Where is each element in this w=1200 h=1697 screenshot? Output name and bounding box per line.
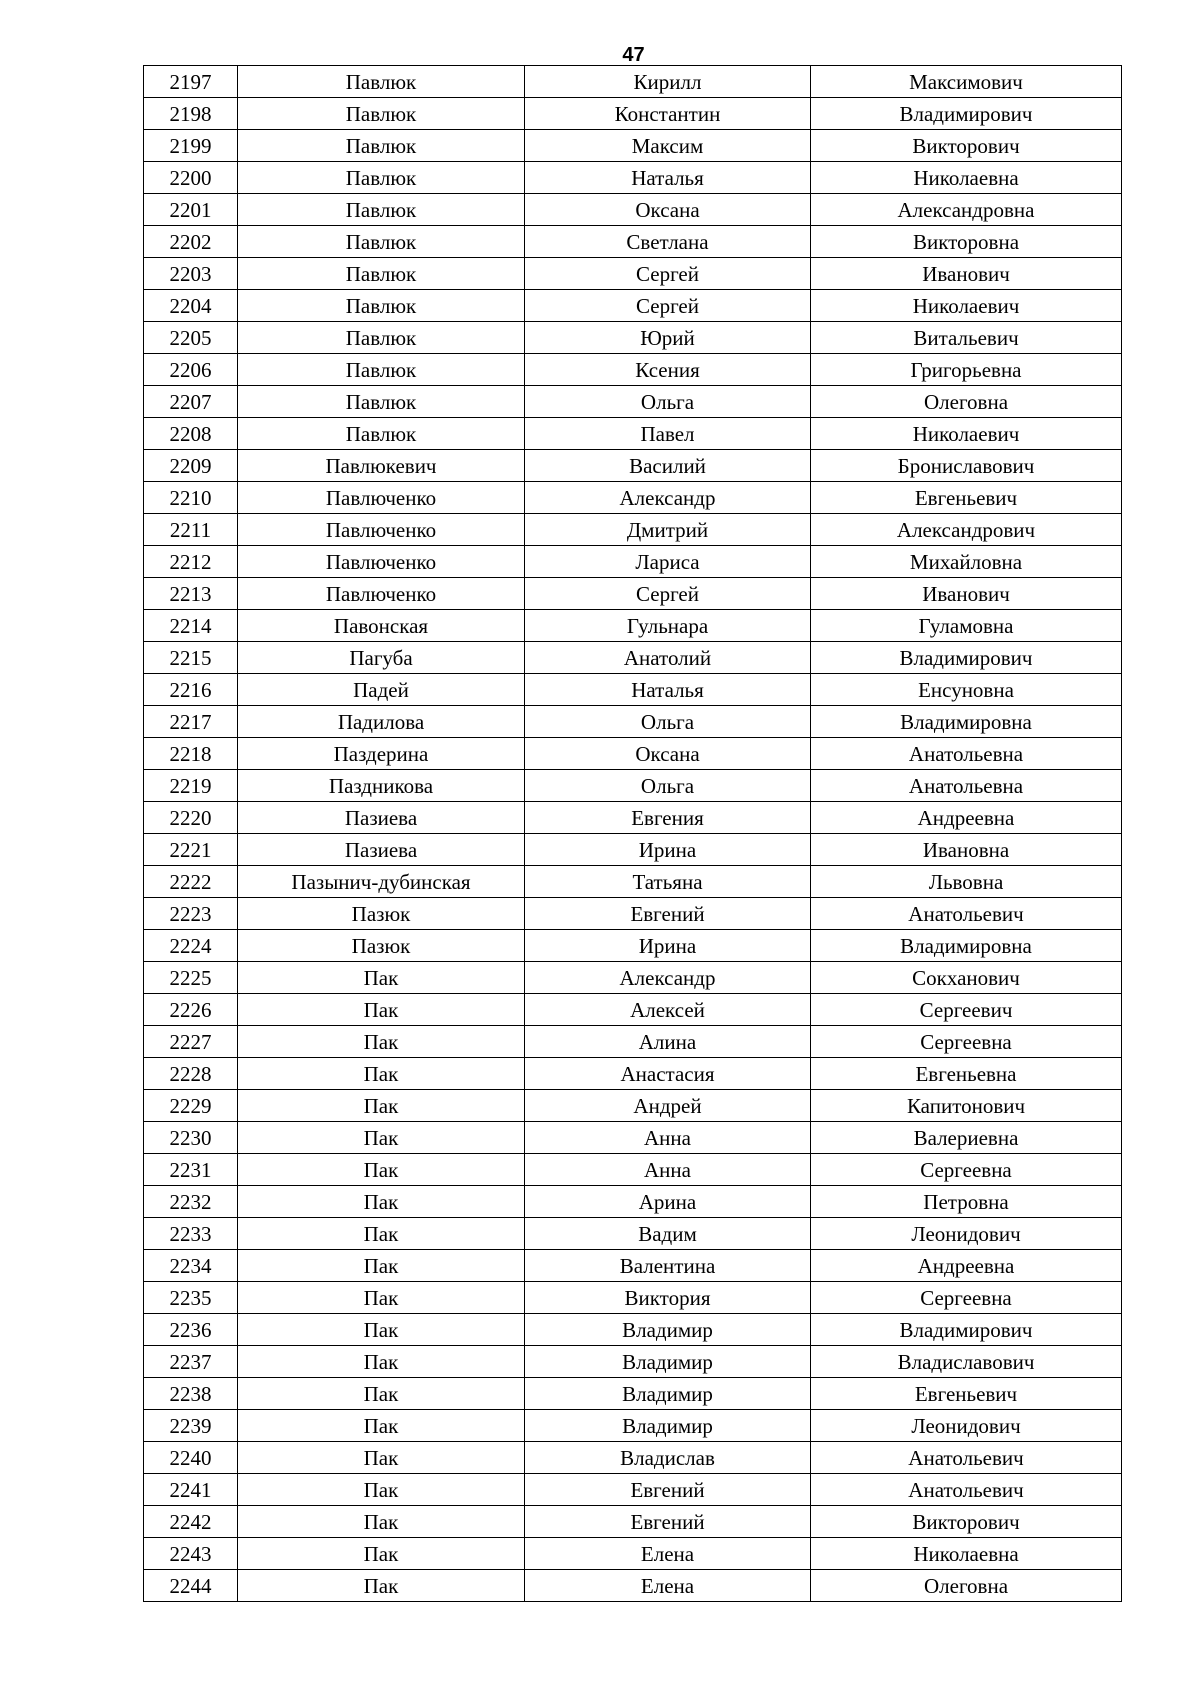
row-number-cell: 2231	[144, 1154, 238, 1186]
row-number-cell: 2234	[144, 1250, 238, 1282]
last-name-cell: Падей	[238, 674, 525, 706]
row-number-cell: 2201	[144, 194, 238, 226]
last-name-cell: Павлюк	[238, 226, 525, 258]
row-number-cell: 2219	[144, 770, 238, 802]
last-name-cell: Павлюченко	[238, 514, 525, 546]
table-row	[144, 834, 1122, 866]
row-number-cell: 2238	[144, 1378, 238, 1410]
row-number-cell: 2217	[144, 706, 238, 738]
table-row	[144, 450, 1122, 482]
last-name-cell: Пак	[238, 1218, 525, 1250]
first-name-cell: Павел	[525, 418, 811, 450]
first-name-cell: Виктория	[525, 1282, 811, 1314]
last-name-cell: Пак	[238, 1090, 525, 1122]
table-row	[144, 1442, 1122, 1474]
row-number-cell: 2207	[144, 386, 238, 418]
first-name-cell: Елена	[525, 1570, 811, 1602]
row-number-cell: 2241	[144, 1474, 238, 1506]
patronymic-cell: Викторовна	[811, 226, 1122, 258]
patronymic-cell: Андреевна	[811, 802, 1122, 834]
first-name-cell: Гульнара	[525, 610, 811, 642]
last-name-cell: Павлюченко	[238, 578, 525, 610]
last-name-cell: Пак	[238, 1154, 525, 1186]
last-name-cell: Паздникова	[238, 770, 525, 802]
row-number-cell: 2243	[144, 1538, 238, 1570]
name-list-table	[143, 65, 1122, 1602]
row-number-cell: 2204	[144, 290, 238, 322]
patronymic-cell: Львовна	[811, 866, 1122, 898]
table-row	[144, 386, 1122, 418]
table-row	[144, 130, 1122, 162]
last-name-cell: Пак	[238, 1410, 525, 1442]
patronymic-cell: Владиславович	[811, 1346, 1122, 1378]
patronymic-cell: Николаевич	[811, 290, 1122, 322]
table-row	[144, 738, 1122, 770]
row-number-cell: 2214	[144, 610, 238, 642]
name-list-body	[144, 66, 1122, 1602]
first-name-cell: Анастасия	[525, 1058, 811, 1090]
last-name-cell: Павлюк	[238, 258, 525, 290]
last-name-cell: Пак	[238, 1122, 525, 1154]
first-name-cell: Евгений	[525, 898, 811, 930]
last-name-cell: Пак	[238, 1506, 525, 1538]
table-row	[144, 770, 1122, 802]
table-row	[144, 162, 1122, 194]
patronymic-cell: Енсуновна	[811, 674, 1122, 706]
row-number-cell: 2220	[144, 802, 238, 834]
last-name-cell: Пак	[238, 1058, 525, 1090]
table-row	[144, 1122, 1122, 1154]
row-number-cell: 2197	[144, 66, 238, 98]
last-name-cell: Пак	[238, 994, 525, 1026]
row-number-cell: 2205	[144, 322, 238, 354]
last-name-cell: Павлюк	[238, 98, 525, 130]
patronymic-cell: Анатольевна	[811, 738, 1122, 770]
row-number-cell: 2216	[144, 674, 238, 706]
first-name-cell: Анна	[525, 1122, 811, 1154]
patronymic-cell: Александровна	[811, 194, 1122, 226]
patronymic-cell: Сергеевна	[811, 1154, 1122, 1186]
row-number-cell: 2206	[144, 354, 238, 386]
row-number-cell: 2229	[144, 1090, 238, 1122]
patronymic-cell: Сергеевна	[811, 1026, 1122, 1058]
table-row	[144, 706, 1122, 738]
table-row	[144, 930, 1122, 962]
patronymic-cell: Андреевна	[811, 1250, 1122, 1282]
patronymic-cell: Олеговна	[811, 1570, 1122, 1602]
table-row	[144, 1026, 1122, 1058]
row-number-cell: 2227	[144, 1026, 238, 1058]
last-name-cell: Пак	[238, 1474, 525, 1506]
last-name-cell: Пак	[238, 1026, 525, 1058]
patronymic-cell: Александрович	[811, 514, 1122, 546]
table-row	[144, 66, 1122, 98]
first-name-cell: Елена	[525, 1538, 811, 1570]
table-row	[144, 578, 1122, 610]
last-name-cell: Пазиева	[238, 834, 525, 866]
first-name-cell: Константин	[525, 98, 811, 130]
table-row	[144, 1218, 1122, 1250]
table-row	[144, 962, 1122, 994]
first-name-cell: Сергей	[525, 578, 811, 610]
patronymic-cell: Витальевич	[811, 322, 1122, 354]
patronymic-cell: Брониславович	[811, 450, 1122, 482]
table-row	[144, 98, 1122, 130]
first-name-cell: Ирина	[525, 834, 811, 866]
table-row	[144, 898, 1122, 930]
row-number-cell: 2230	[144, 1122, 238, 1154]
patronymic-cell: Владимирович	[811, 642, 1122, 674]
first-name-cell: Ксения	[525, 354, 811, 386]
first-name-cell: Евгения	[525, 802, 811, 834]
first-name-cell: Оксана	[525, 194, 811, 226]
row-number-cell: 2199	[144, 130, 238, 162]
first-name-cell: Андрей	[525, 1090, 811, 1122]
patronymic-cell: Сокханович	[811, 962, 1122, 994]
patronymic-cell: Викторович	[811, 130, 1122, 162]
first-name-cell: Максим	[525, 130, 811, 162]
first-name-cell: Татьяна	[525, 866, 811, 898]
patronymic-cell: Капитонович	[811, 1090, 1122, 1122]
table-row	[144, 1314, 1122, 1346]
first-name-cell: Дмитрий	[525, 514, 811, 546]
patronymic-cell: Григорьевна	[811, 354, 1122, 386]
patronymic-cell: Евгеньевич	[811, 482, 1122, 514]
patronymic-cell: Анатольевич	[811, 898, 1122, 930]
last-name-cell: Пазюк	[238, 930, 525, 962]
table-row	[144, 194, 1122, 226]
row-number-cell: 2225	[144, 962, 238, 994]
last-name-cell: Падилова	[238, 706, 525, 738]
last-name-cell: Павлюк	[238, 290, 525, 322]
patronymic-cell: Владимировна	[811, 930, 1122, 962]
patronymic-cell: Петровна	[811, 1186, 1122, 1218]
table-row	[144, 290, 1122, 322]
row-number-cell: 2203	[144, 258, 238, 290]
first-name-cell: Ольга	[525, 706, 811, 738]
row-number-cell: 2222	[144, 866, 238, 898]
first-name-cell: Кирилл	[525, 66, 811, 98]
patronymic-cell: Евгеньевна	[811, 1058, 1122, 1090]
patronymic-cell: Леонидович	[811, 1410, 1122, 1442]
last-name-cell: Павлюк	[238, 354, 525, 386]
row-number-cell: 2242	[144, 1506, 238, 1538]
table-row	[144, 1474, 1122, 1506]
first-name-cell: Валентина	[525, 1250, 811, 1282]
row-number-cell: 2211	[144, 514, 238, 546]
first-name-cell: Алина	[525, 1026, 811, 1058]
last-name-cell: Пазиева	[238, 802, 525, 834]
patronymic-cell: Анатольевна	[811, 770, 1122, 802]
last-name-cell: Пак	[238, 1538, 525, 1570]
row-number-cell: 2244	[144, 1570, 238, 1602]
first-name-cell: Александр	[525, 482, 811, 514]
last-name-cell: Павлюк	[238, 322, 525, 354]
patronymic-cell: Николаевич	[811, 418, 1122, 450]
patronymic-cell: Владимирович	[811, 1314, 1122, 1346]
last-name-cell: Пак	[238, 1282, 525, 1314]
table-row	[144, 418, 1122, 450]
table-row	[144, 642, 1122, 674]
last-name-cell: Павонская	[238, 610, 525, 642]
first-name-cell: Ирина	[525, 930, 811, 962]
row-number-cell: 2221	[144, 834, 238, 866]
first-name-cell: Евгений	[525, 1474, 811, 1506]
last-name-cell: Пак	[238, 1570, 525, 1602]
first-name-cell: Светлана	[525, 226, 811, 258]
row-number-cell: 2237	[144, 1346, 238, 1378]
first-name-cell: Владислав	[525, 1442, 811, 1474]
patronymic-cell: Владимирович	[811, 98, 1122, 130]
patronymic-cell: Ивановна	[811, 834, 1122, 866]
last-name-cell: Пак	[238, 1186, 525, 1218]
table-row	[144, 226, 1122, 258]
row-number-cell: 2215	[144, 642, 238, 674]
row-number-cell: 2218	[144, 738, 238, 770]
row-number-cell: 2236	[144, 1314, 238, 1346]
last-name-cell: Павлюченко	[238, 482, 525, 514]
first-name-cell: Владимир	[525, 1346, 811, 1378]
patronymic-cell: Максимович	[811, 66, 1122, 98]
first-name-cell: Анна	[525, 1154, 811, 1186]
last-name-cell: Пазюк	[238, 898, 525, 930]
last-name-cell: Павлюкевич	[238, 450, 525, 482]
row-number-cell: 2235	[144, 1282, 238, 1314]
row-number-cell: 2212	[144, 546, 238, 578]
first-name-cell: Анатолий	[525, 642, 811, 674]
last-name-cell: Павлюк	[238, 418, 525, 450]
table-row	[144, 1346, 1122, 1378]
first-name-cell: Вадим	[525, 1218, 811, 1250]
first-name-cell: Владимир	[525, 1314, 811, 1346]
first-name-cell: Владимир	[525, 1410, 811, 1442]
row-number-cell: 2228	[144, 1058, 238, 1090]
first-name-cell: Оксана	[525, 738, 811, 770]
table-row	[144, 994, 1122, 1026]
patronymic-cell: Николаевна	[811, 162, 1122, 194]
table-row	[144, 546, 1122, 578]
last-name-cell: Пак	[238, 1250, 525, 1282]
table-row	[144, 1186, 1122, 1218]
row-number-cell: 2223	[144, 898, 238, 930]
row-number-cell: 2209	[144, 450, 238, 482]
patronymic-cell: Валериевна	[811, 1122, 1122, 1154]
patronymic-cell: Михайловна	[811, 546, 1122, 578]
row-number-cell: 2200	[144, 162, 238, 194]
first-name-cell: Наталья	[525, 162, 811, 194]
patronymic-cell: Сергеевич	[811, 994, 1122, 1026]
last-name-cell: Павлюченко	[238, 546, 525, 578]
first-name-cell: Сергей	[525, 290, 811, 322]
last-name-cell: Пак	[238, 1346, 525, 1378]
row-number-cell: 2208	[144, 418, 238, 450]
first-name-cell: Ольга	[525, 386, 811, 418]
row-number-cell: 2202	[144, 226, 238, 258]
first-name-cell: Евгений	[525, 1506, 811, 1538]
row-number-cell: 2213	[144, 578, 238, 610]
last-name-cell: Пак	[238, 1442, 525, 1474]
table-row	[144, 802, 1122, 834]
patronymic-cell: Сергеевна	[811, 1282, 1122, 1314]
table-row	[144, 610, 1122, 642]
table-row	[144, 1058, 1122, 1090]
row-number-cell: 2226	[144, 994, 238, 1026]
row-number-cell: 2239	[144, 1410, 238, 1442]
first-name-cell: Юрий	[525, 322, 811, 354]
patronymic-cell: Иванович	[811, 258, 1122, 290]
table-row	[144, 866, 1122, 898]
table-row	[144, 322, 1122, 354]
first-name-cell: Василий	[525, 450, 811, 482]
table-row	[144, 1282, 1122, 1314]
patronymic-cell: Викторович	[811, 1506, 1122, 1538]
first-name-cell: Наталья	[525, 674, 811, 706]
last-name-cell: Павлюк	[238, 162, 525, 194]
first-name-cell: Алексей	[525, 994, 811, 1026]
row-number-cell: 2198	[144, 98, 238, 130]
last-name-cell: Паздерина	[238, 738, 525, 770]
last-name-cell: Павлюк	[238, 386, 525, 418]
table-row	[144, 482, 1122, 514]
patronymic-cell: Гуламовна	[811, 610, 1122, 642]
table-row	[144, 1506, 1122, 1538]
last-name-cell: Павлюк	[238, 66, 525, 98]
last-name-cell: Пак	[238, 1378, 525, 1410]
table-row	[144, 1538, 1122, 1570]
table-row	[144, 258, 1122, 290]
table-row	[144, 514, 1122, 546]
row-number-cell: 2224	[144, 930, 238, 962]
first-name-cell: Лариса	[525, 546, 811, 578]
first-name-cell: Александр	[525, 962, 811, 994]
table-row	[144, 1090, 1122, 1122]
first-name-cell: Владимир	[525, 1378, 811, 1410]
last-name-cell: Пак	[238, 1314, 525, 1346]
patronymic-cell: Владимировна	[811, 706, 1122, 738]
patronymic-cell: Олеговна	[811, 386, 1122, 418]
patronymic-cell: Анатольевич	[811, 1442, 1122, 1474]
last-name-cell: Пагуба	[238, 642, 525, 674]
first-name-cell: Сергей	[525, 258, 811, 290]
patronymic-cell: Иванович	[811, 578, 1122, 610]
patronymic-cell: Николаевна	[811, 1538, 1122, 1570]
row-number-cell: 2210	[144, 482, 238, 514]
last-name-cell: Павлюк	[238, 194, 525, 226]
last-name-cell: Пак	[238, 962, 525, 994]
first-name-cell: Арина	[525, 1186, 811, 1218]
table-row	[144, 1410, 1122, 1442]
row-number-cell: 2233	[144, 1218, 238, 1250]
table-row	[144, 1570, 1122, 1602]
table-row	[144, 1154, 1122, 1186]
first-name-cell: Ольга	[525, 770, 811, 802]
table-row	[144, 1250, 1122, 1282]
last-name-cell: Павлюк	[238, 130, 525, 162]
patronymic-cell: Анатольевич	[811, 1474, 1122, 1506]
table-row	[144, 674, 1122, 706]
table-row	[144, 1378, 1122, 1410]
row-number-cell: 2240	[144, 1442, 238, 1474]
page-number: 47	[622, 44, 645, 66]
patronymic-cell: Леонидович	[811, 1218, 1122, 1250]
last-name-cell: Пазынич-дубинская	[238, 866, 525, 898]
row-number-cell: 2232	[144, 1186, 238, 1218]
table-row	[144, 354, 1122, 386]
patronymic-cell: Евгеньевич	[811, 1378, 1122, 1410]
